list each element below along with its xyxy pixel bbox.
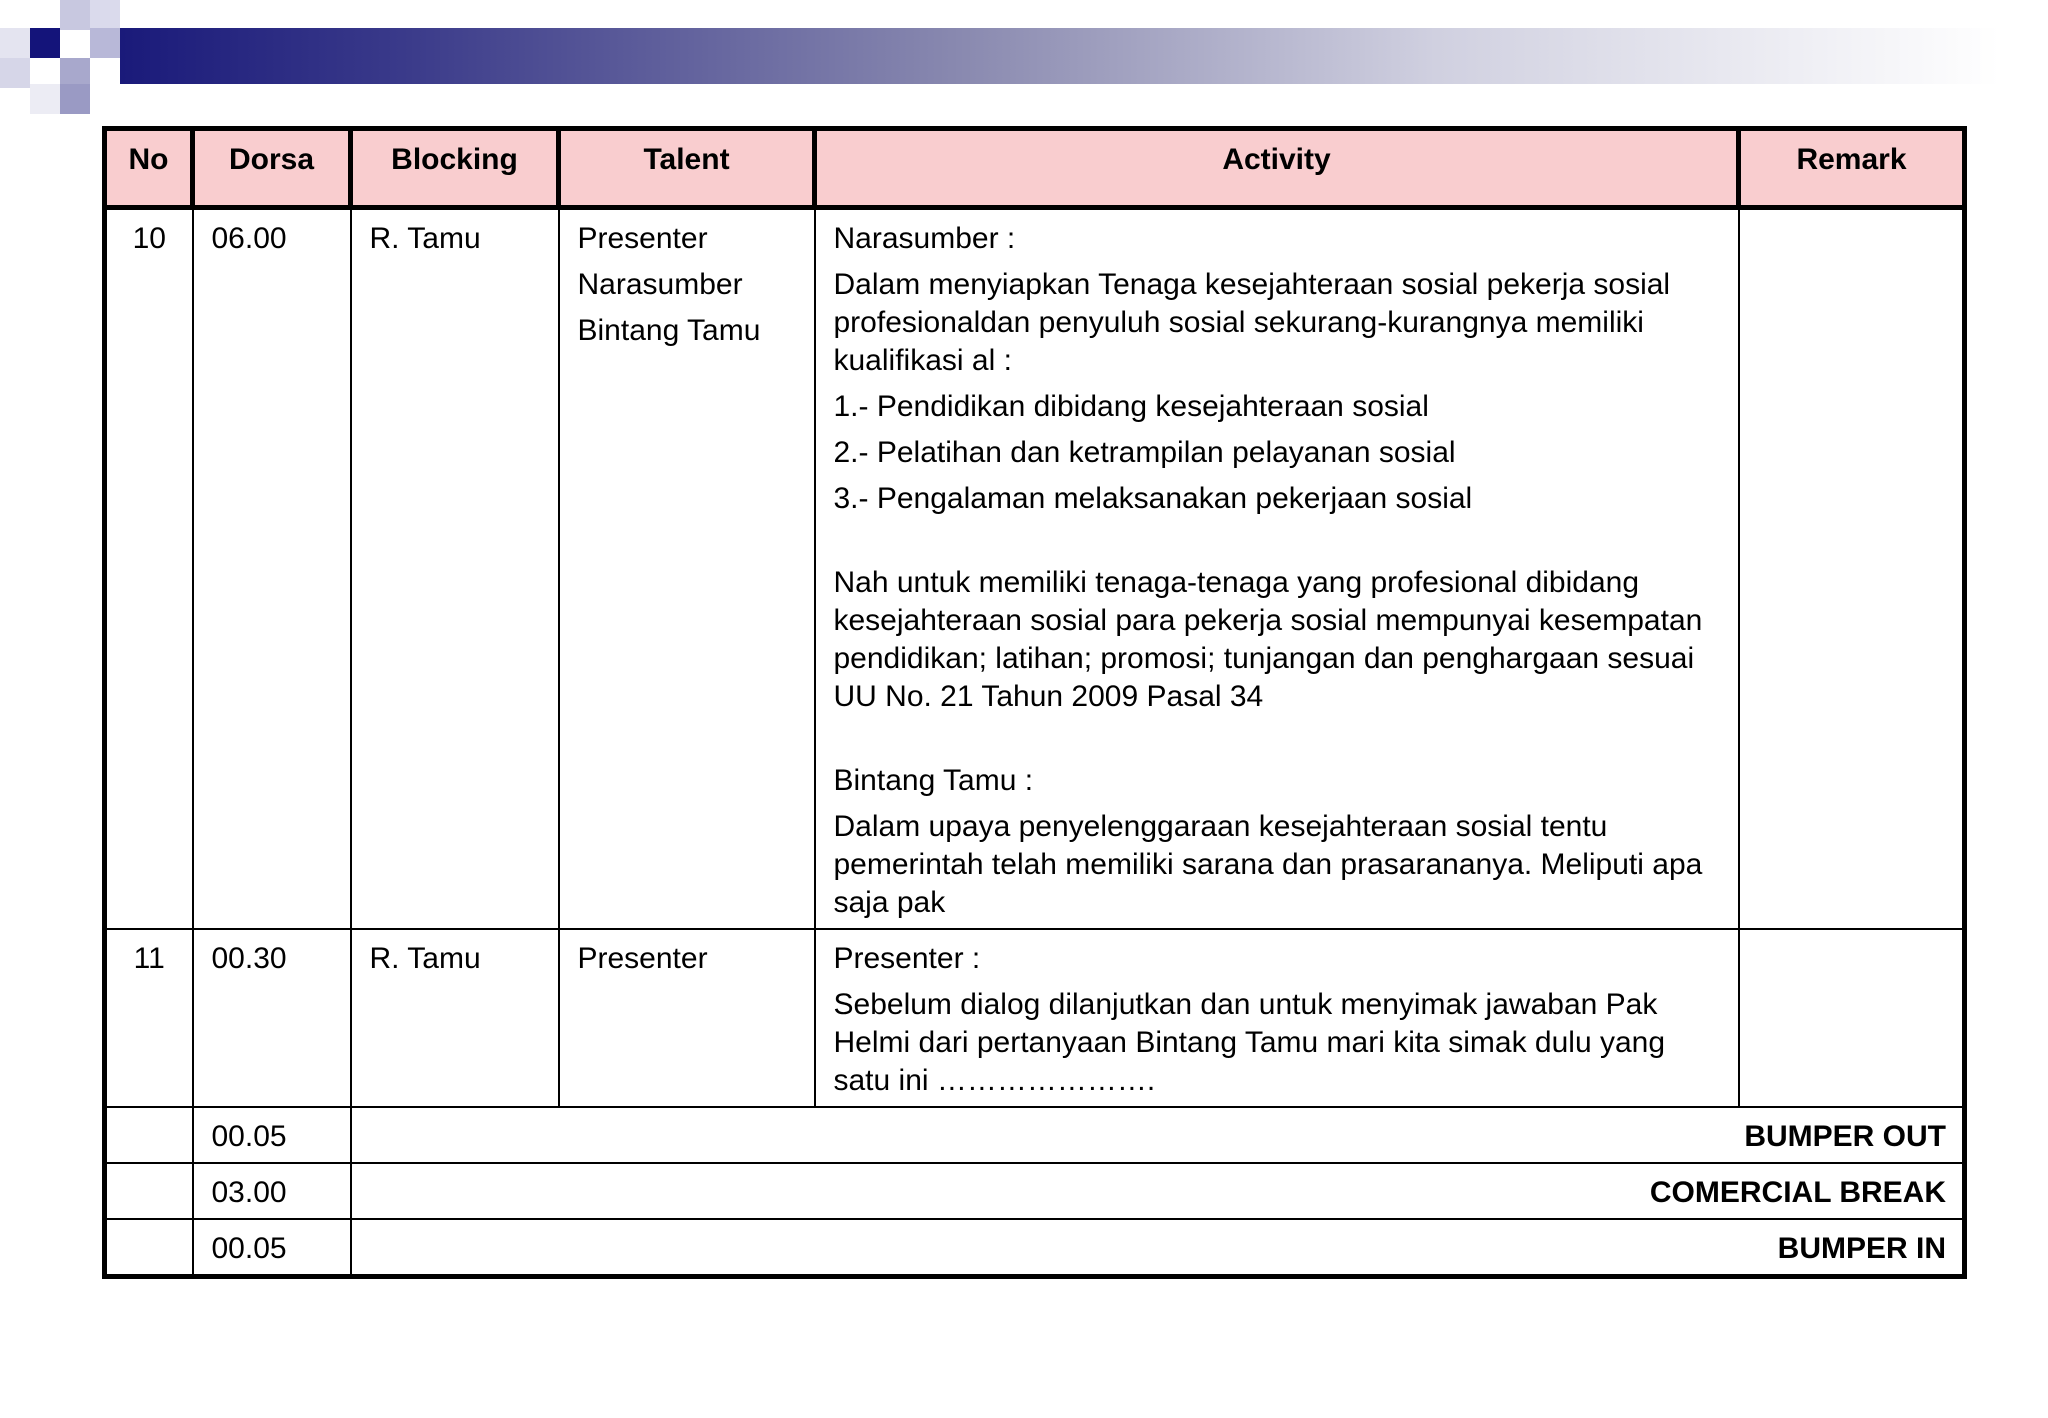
column-header-activity: Activity bbox=[815, 129, 1739, 208]
column-header-remark: Remark bbox=[1739, 129, 1965, 208]
column-header-dorsa: Dorsa bbox=[193, 129, 351, 208]
column-header-talent: Talent bbox=[559, 129, 815, 208]
decor-square bbox=[60, 0, 90, 30]
cell-dorsa: 06.00 bbox=[193, 208, 351, 930]
spacer bbox=[834, 526, 1720, 564]
decor-square bbox=[60, 84, 90, 114]
activity-text: Dalam upaya penyelenggaraan kesejahteraan sosial tentu pemerintah telah memiliki sarana dan prasarananya. Meliputi apa saja pak bbox=[833, 810, 1703, 919]
break-label: COMERCIAL BREAK bbox=[351, 1163, 1965, 1219]
cell-dorsa: 00.05 bbox=[193, 1219, 351, 1277]
cell-activity bbox=[815, 208, 1739, 930]
decor-square bbox=[0, 58, 30, 88]
speaker-label: Presenter : bbox=[833, 942, 981, 975]
talent-item: Presenter bbox=[577, 222, 708, 255]
activity-text: Dalam menyiapkan Tenaga kesejahteraan sosial pekerja sosial profesionaldan penyuluh sosial sekurang-kurangnya memiliki kualifikasi al : bbox=[833, 268, 1671, 377]
table-row bbox=[105, 1163, 1965, 1219]
activity-text: Sebelum dialog dilanjutkan dan untuk menyimak jawaban Pak Helmi dari pertanyaan Bintang Tamu mari kita simak dulu yang satu ini …………………. bbox=[833, 988, 1666, 1097]
activity-text: Nah untuk memiliki tenaga-tenaga yang profesional dibidang kesejahteraan sosial para pekerja sosial mempunyai kesempatan pendidikan; latihan; promosi; tunjangan dan penghargaan sesuai UU No. 21 Tahun 2009 Pasal 34 bbox=[833, 566, 1703, 713]
cell-no bbox=[105, 1163, 193, 1219]
spacer bbox=[834, 724, 1720, 762]
table-header-row bbox=[105, 129, 1965, 208]
cell-activity bbox=[815, 929, 1739, 1107]
talent-item: Presenter bbox=[577, 942, 708, 975]
cell-remark bbox=[1739, 208, 1965, 930]
column-header-blocking: Blocking bbox=[351, 129, 559, 208]
decor-square bbox=[30, 28, 60, 58]
list-item: 1.- Pendidikan dibidang kesejahteraan sosial bbox=[833, 390, 1429, 423]
cell-dorsa: 00.30 bbox=[193, 929, 351, 1107]
table-row bbox=[105, 929, 1965, 1107]
decor-square bbox=[0, 28, 30, 58]
rundown-table bbox=[102, 126, 1967, 1279]
header-gradient-bar bbox=[120, 28, 2000, 84]
cell-no bbox=[105, 1219, 193, 1277]
cell-no: 10 bbox=[105, 208, 193, 930]
cell-no bbox=[105, 1107, 193, 1163]
decor-square bbox=[30, 84, 60, 114]
column-header-no: No bbox=[105, 129, 193, 208]
list-item: 3.- Pengalaman melaksanakan pekerjaan sosial bbox=[833, 482, 1473, 515]
table-row bbox=[105, 208, 1965, 930]
decor-square bbox=[90, 0, 120, 30]
table-row bbox=[105, 1219, 1965, 1277]
break-label: BUMPER IN bbox=[351, 1219, 1965, 1277]
cell-talent bbox=[559, 929, 815, 1107]
cell-talent bbox=[559, 208, 815, 930]
cell-no: 11 bbox=[105, 929, 193, 1107]
cell-blocking: R. Tamu bbox=[351, 208, 559, 930]
cell-remark bbox=[1739, 929, 1965, 1107]
cell-dorsa: 03.00 bbox=[193, 1163, 351, 1219]
speaker-label: Bintang Tamu : bbox=[833, 764, 1034, 797]
table-row bbox=[105, 1107, 1965, 1163]
list-item: 2.- Pelatihan dan ketrampilan pelayanan sosial bbox=[833, 436, 1456, 469]
talent-item: Narasumber bbox=[577, 268, 743, 301]
cell-dorsa: 00.05 bbox=[193, 1107, 351, 1163]
break-label: BUMPER OUT bbox=[351, 1107, 1965, 1163]
talent-item: Bintang Tamu bbox=[577, 314, 761, 347]
decor-square bbox=[90, 28, 120, 58]
speaker-label: Narasumber : bbox=[833, 222, 1016, 255]
cell-blocking: R. Tamu bbox=[351, 929, 559, 1107]
